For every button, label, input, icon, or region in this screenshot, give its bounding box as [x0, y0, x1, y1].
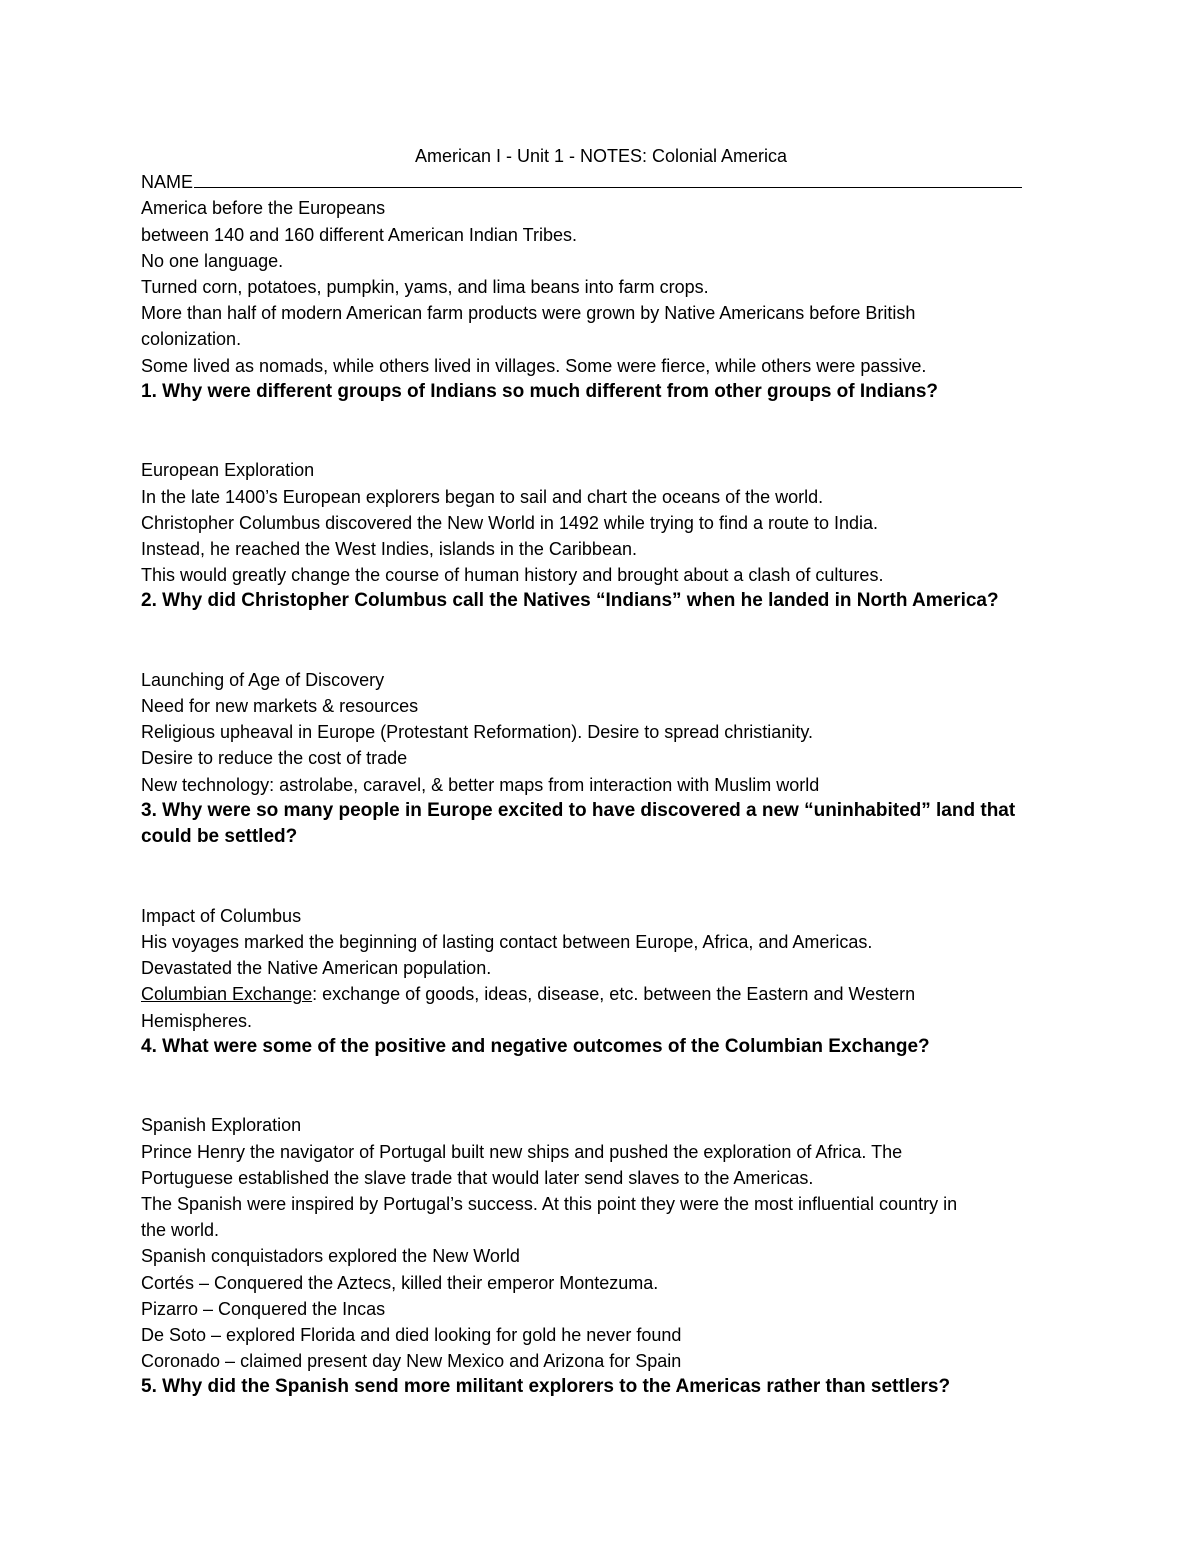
note-line: In the late 1400’s European explorers began to sail and chart the oceans of the world.: [141, 486, 824, 507]
note-line: New technology: astrolabe, caravel, & better maps from interaction with Muslim world: [141, 774, 820, 795]
name-label: NAME: [141, 172, 194, 193]
note-line: Hemispheres.: [141, 1010, 253, 1031]
page-title: American I - Unit 1 - NOTES: Colonial America: [414, 146, 788, 166]
section-heading: America before the Europeans: [141, 198, 386, 219]
note-line: More than half of modern American farm products were grown by Native Americans before British: [141, 303, 916, 324]
question-5: 5. Why did the Spanish send more militant explorers to the Americas rather than settlers?: [141, 1376, 951, 1398]
question-2: 2. Why did Christopher Columbus call the Natives “Indians” when he landed in North America?: [141, 590, 999, 612]
note-line: Portuguese established the slave trade that would later send slaves to the Americas.: [141, 1167, 814, 1188]
note-line: Spanish conquistadors explored the New World: [141, 1246, 520, 1267]
section-heading: Launching of Age of Discovery: [141, 669, 385, 690]
note-line: Pizarro – Conquered the Incas: [141, 1298, 386, 1319]
name-blank-line: [194, 169, 1022, 188]
note-line: between 140 and 160 different American Indian Tribes.: [141, 224, 577, 245]
question-1: 1. Why were different groups of Indians so much different from other groups of Indians?: [141, 380, 938, 402]
note-line: Need for new markets & resources: [141, 696, 419, 717]
name-field: [141, 169, 1061, 195]
note-line: the world.: [141, 1220, 220, 1241]
note-line: Some lived as nomads, while others lived in villages. Some were fierce, while others were passive.: [141, 355, 927, 376]
note-line: This would greatly change the course of human history and brought about a clash of cultures.: [141, 565, 884, 586]
section-heading: European Exploration: [141, 460, 315, 481]
section-america-before-europeans: [141, 195, 1061, 405]
note-line: Christopher Columbus discovered the New World in 1492 while trying to find a route to India.: [141, 512, 879, 533]
note-line: His voyages marked the beginning of lasting contact between Europe, Africa, and Americas.: [141, 932, 873, 953]
term-columbian-exchange: Columbian Exchange: [141, 984, 313, 1005]
note-line: The Spanish were inspired by Portugal’s success. At this point they were the most influential country in: [141, 1193, 958, 1214]
note-line: Devastated the Native American population.: [141, 958, 492, 979]
section-heading: Impact of Columbus: [141, 905, 302, 926]
section-age-of-discovery: [141, 667, 1061, 851]
term-definition: : exchange of goods, ideas, disease, etc. between the Eastern and Western: [312, 984, 916, 1005]
note-line: Prince Henry the navigator of Portugal built new ships and pushed the exploration of Africa. The: [141, 1141, 903, 1162]
note-line: Turned corn, potatoes, pumpkin, yams, and lima beans into farm crops.: [141, 277, 709, 298]
document-content: [141, 143, 1061, 1401]
note-line-columbian-exchange: [141, 981, 1061, 1007]
question-3: 3. Why were so many people in Europe excited to have discovered a new “uninhabited” land that: [141, 799, 1016, 821]
question-4: 4. What were some of the positive and negative outcomes of the Columbian Exchange?: [141, 1035, 930, 1057]
section-european-exploration: [141, 457, 1061, 615]
note-line: Religious upheaval in Europe (Protestant Reformation). Desire to spread christianity.: [141, 722, 813, 743]
note-line: Instead, he reached the West Indies, islands in the Caribbean.: [141, 538, 637, 559]
note-line: colonization.: [141, 329, 242, 350]
note-line: De Soto – explored Florida and died looking for gold he never found: [141, 1325, 682, 1345]
question-3-continued: could be settled?: [141, 826, 298, 848]
note-line: Cortés – Conquered the Aztecs, killed their emperor Montezuma.: [141, 1272, 659, 1293]
note-line: Desire to reduce the cost of trade: [141, 748, 408, 769]
note-line: No one language.: [141, 250, 284, 271]
note-line: Coronado – claimed present day New Mexico and Arizona for Spain: [141, 1351, 682, 1372]
section-heading: Spanish Exploration: [141, 1115, 302, 1136]
section-impact-of-columbus: [141, 903, 1061, 1061]
section-spanish-exploration: [141, 1112, 1061, 1401]
